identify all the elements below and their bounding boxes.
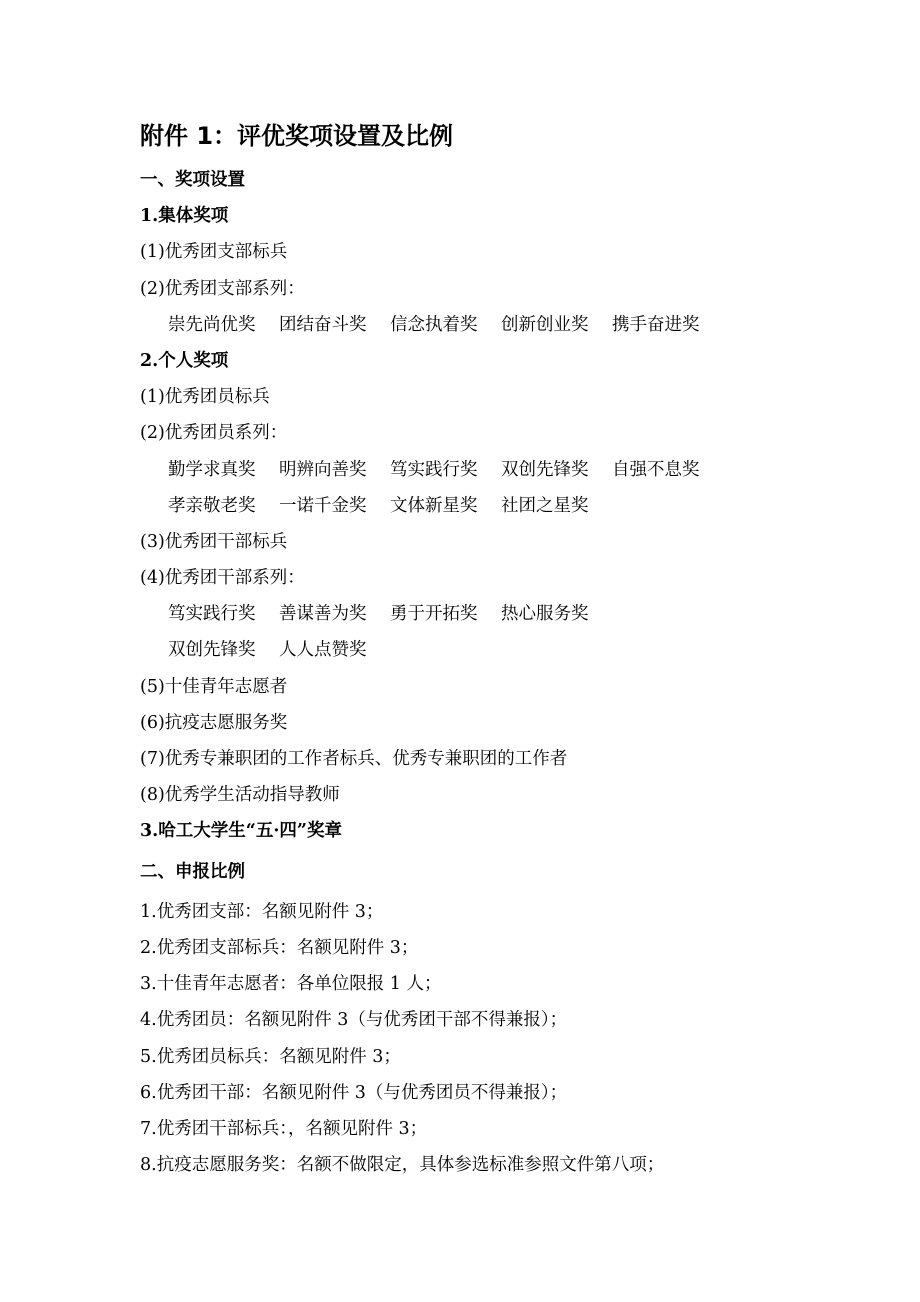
award-name: 善谋善为奖 [279,604,367,625]
award-name: 双创先锋奖 [168,640,256,661]
award-name: 自强不息奖 [612,459,700,480]
award-name: 勇于开拓奖 [390,604,478,625]
branch-series-awards [140,307,780,343]
list-item: (2)优秀团支部系列： [140,278,305,299]
award-name: 创新创业奖 [501,314,589,335]
award-name: 崇先尚优奖 [168,314,256,335]
list-item: (5)十佳青年志愿者 [140,676,288,697]
list-item: 7.优秀团干部标兵：，名额见附件 3； [140,1118,428,1139]
award-name: 笃实践行奖 [168,604,256,625]
award-name: 热心服务奖 [501,604,589,625]
list-item: (3)优秀团干部标兵 [140,531,288,552]
award-name: 孝亲敬老奖 [168,495,256,516]
subheading-individual-awards: 2.个人奖项 [140,350,229,371]
award-name: 人人点赞奖 [279,640,367,661]
award-name: 双创先锋奖 [501,459,589,480]
list-item: 5.优秀团员标兵：名额见附件 3； [140,1046,401,1067]
list-item: 3.十佳青年志愿者：各单位限报 1 人； [140,974,442,995]
cadre-series-awards-row1 [140,596,780,632]
award-name: 团结奋斗奖 [279,314,367,335]
document-page [140,116,780,1183]
award-name: 勤学求真奖 [168,459,256,480]
list-item: 2.优秀团支部标兵：名额见附件 3； [140,937,419,958]
subheading-collective-awards: 1.集体奖项 [140,206,229,227]
list-item: 4.优秀团员：名额见附件 3（与优秀团干部不得兼报）； [140,1010,568,1031]
award-name: 信念执着奖 [390,314,478,335]
section-heading-quota: 二、申报比例 [140,861,245,882]
subheading-may-fourth-medal: 3.哈工大学生“五·四”奖章 [140,821,342,842]
award-name: 社团之星奖 [501,495,589,516]
award-name: 笃实践行奖 [390,459,478,480]
cadre-series-awards-row2 [140,632,780,668]
list-item: (4)优秀团干部系列： [140,568,305,589]
award-name: 一诺千金奖 [279,495,367,516]
member-series-awards-row2 [140,488,780,524]
list-item: (1)优秀团员标兵 [140,387,270,408]
award-name: 文体新星奖 [390,495,478,516]
list-item: (6)抗疫志愿服务奖 [140,712,288,733]
list-item: 6.优秀团干部：名额见附件 3（与优秀团员不得兼报）； [140,1082,568,1103]
award-name: 携手奋进奖 [612,314,700,335]
list-item: (7)优秀专兼职团的工作者标兵、优秀专兼职团的工作者 [140,749,568,769]
award-name: 明辨向善奖 [279,459,367,480]
list-item: 1.优秀团支部：名额见附件 3； [140,901,384,922]
list-item: (2)优秀团员系列： [140,423,288,444]
member-series-awards-row1 [140,452,780,488]
section-heading-award-settings: 一、奖项设置 [140,170,245,190]
list-item: (1)优秀团支部标兵 [140,242,288,263]
document-title: 附件 1：评优奖项设置及比例 [140,122,454,150]
list-item: 8.抗疫志愿服务奖：名额不做限定，具体参选标准参照文件第八项； [140,1155,665,1176]
list-item: (8)优秀学生活动指导教师 [140,785,340,806]
